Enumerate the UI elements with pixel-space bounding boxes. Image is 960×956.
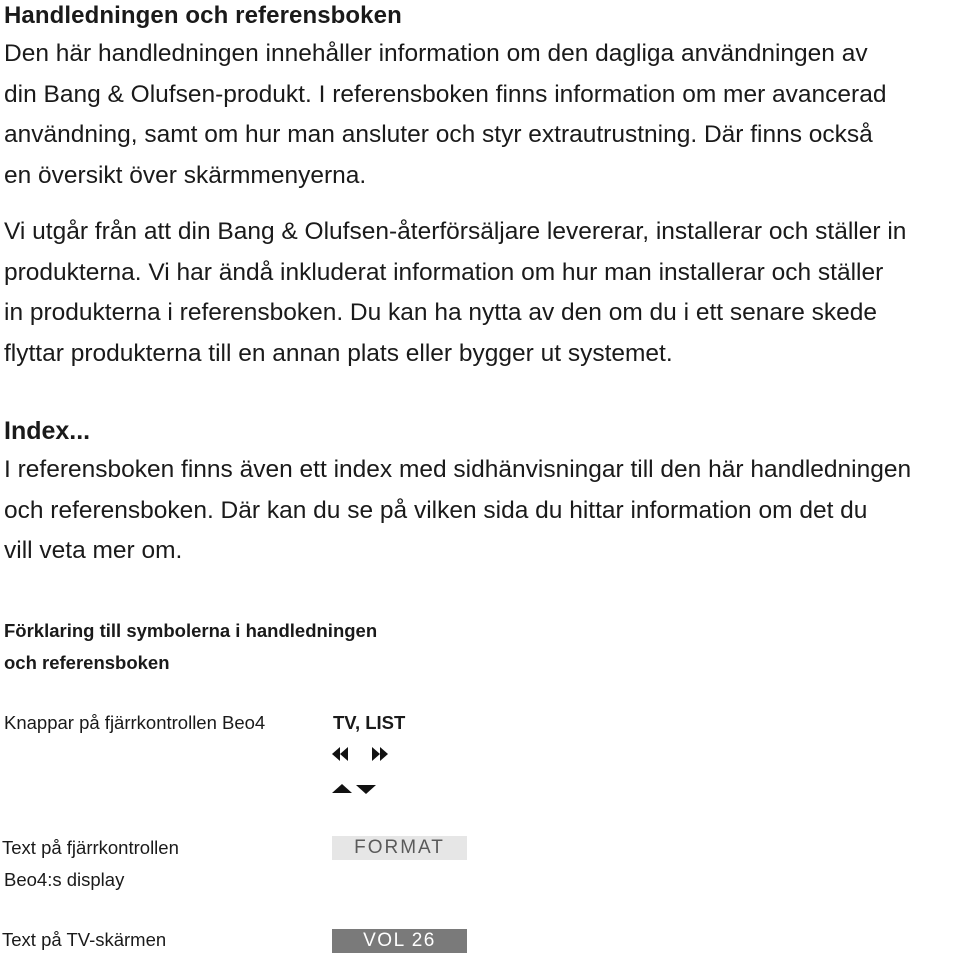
installation-paragraph: [4, 212, 906, 374]
legend-heading: [4, 615, 377, 679]
tv-screen-label: Text på TV-skärmen: [2, 929, 167, 950]
text-line: Beo4:s display: [4, 869, 125, 890]
text-line: Text på fjärrkontrollen: [2, 837, 179, 858]
text-line: din Bang & Olufsen-produkt. I referensboken finns information om mer avancerad: [4, 80, 887, 108]
text-line: användning, samt om hur man ansluter och styr extrautrustning. Där finns också: [4, 121, 873, 148]
text-line: och referensboken: [4, 652, 170, 673]
text-line: Den här handledningen innehåller information om den dagliga användningen av: [4, 40, 868, 67]
text-line: in produkterna i referensboken. Du kan ha nytta av den om du i ett senare skede: [4, 299, 878, 326]
intro-paragraph: [4, 34, 886, 196]
buttons-example: TV, LIST: [333, 712, 406, 733]
display-label: [2, 832, 179, 896]
text-line: Vi utgår från att din Bang & Olufsen-återförsäljare levererar, installerar och ställer in: [4, 218, 907, 245]
up-arrow-icon: [332, 784, 352, 793]
tv-screen-example: VOL 26: [332, 929, 467, 953]
arrow-icons: [332, 783, 378, 795]
text-line: och referensboken. Där kan du se på vilken sida du hittar information om det du: [4, 496, 868, 524]
text-line: vill veta mer om.: [4, 537, 183, 564]
beo4-display-example: FORMAT: [332, 836, 467, 860]
text-line: flyttar produkterna till en annan plats eller bygger ut systemet.: [4, 339, 673, 367]
section-heading: Handledningen och referensboken: [4, 2, 402, 29]
down-arrow-icon: [356, 785, 376, 794]
buttons-label: Knappar på fjärrkontrollen Beo4: [4, 712, 266, 733]
text-line: I referensboken finns även ett index med sidhänvisningar till den här handledningen: [4, 456, 912, 483]
text-line: en översikt över skärmmenyerna.: [4, 161, 367, 189]
text-line: Förklaring till symbolerna i handledningen: [4, 620, 378, 641]
rewind-icon: [332, 747, 348, 761]
index-heading: Index...: [4, 417, 91, 445]
fast-forward-icon: [372, 747, 388, 761]
wind-icons: [332, 746, 390, 762]
index-paragraph: [4, 450, 911, 572]
text-line: produkterna. Vi har ändå inkluderat information om hur man installerar och ställer: [4, 258, 884, 286]
